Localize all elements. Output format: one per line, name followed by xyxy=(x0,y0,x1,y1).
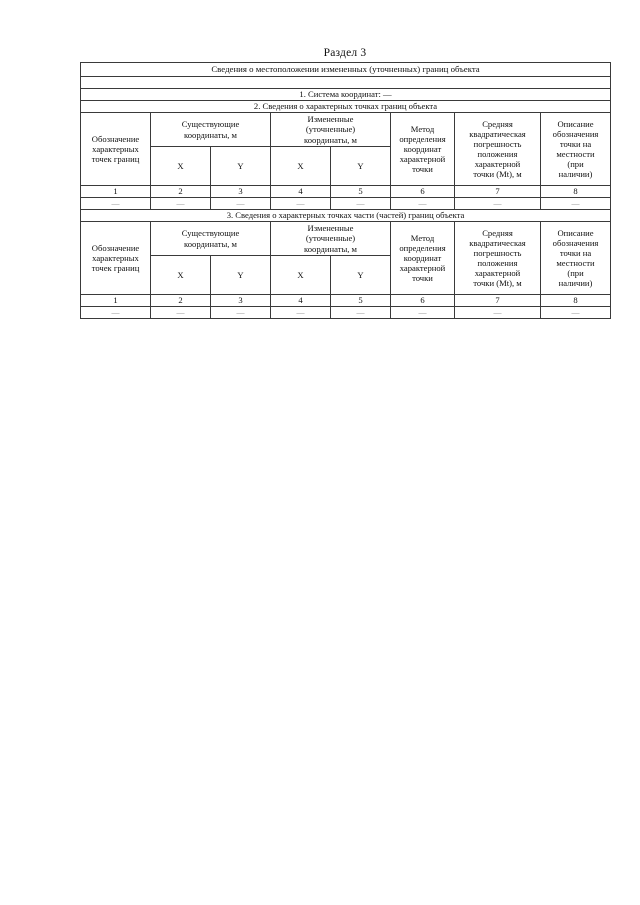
column-number: 4 xyxy=(271,186,331,198)
blank-row xyxy=(81,77,611,89)
coord-system-row: 1. Система координат: — xyxy=(81,89,611,101)
header-existing-coords: Существующие координаты, м xyxy=(151,222,271,256)
column-number: 5 xyxy=(331,295,391,307)
header-error: Средняя квадратическая погрешность положения характерной точки (Mt), м xyxy=(455,222,541,295)
header-x-existing: X xyxy=(151,256,211,295)
table-cell: — xyxy=(211,307,271,319)
section3-title: 3. Сведения о характерных точках части (частей) границ объекта xyxy=(81,210,611,222)
header-method: Метод определения координат характерной точки xyxy=(391,222,455,295)
header-existing-coords: Существующие координаты, м xyxy=(151,113,271,147)
column-number: 5 xyxy=(331,186,391,198)
column-number: 3 xyxy=(211,295,271,307)
table-cell: — xyxy=(541,307,611,319)
table-cell: — xyxy=(151,198,211,210)
table-cell: — xyxy=(81,307,151,319)
section-heading: Раздел 3 xyxy=(323,47,367,59)
table-cell: — xyxy=(271,198,331,210)
section2-title: 2. Сведения о характерных точках границ объекта xyxy=(81,101,611,113)
header-x-changed: X xyxy=(271,256,331,295)
column-number: 7 xyxy=(455,186,541,198)
table-cell: — xyxy=(391,198,455,210)
column-number: 7 xyxy=(455,295,541,307)
header-x-existing: X xyxy=(151,147,211,186)
column-number: 8 xyxy=(541,295,611,307)
table-cell: — xyxy=(455,198,541,210)
header-description: Описание обозначения точки на местности (при наличии) xyxy=(541,113,611,186)
table-cell: — xyxy=(331,307,391,319)
header-y-existing: Y xyxy=(211,147,271,186)
header-error: Средняя квадратическая погрешность положения характерной точки (Mt), м xyxy=(455,113,541,186)
column-number: 4 xyxy=(271,295,331,307)
column-number: 6 xyxy=(391,295,455,307)
header-changed-coords: Измененные (уточненные) координаты, м xyxy=(271,113,391,147)
table-title: Сведения о местоположении измененных (уточненных) границ объекта xyxy=(81,63,611,77)
table-cell: — xyxy=(211,198,271,210)
header-y-changed: Y xyxy=(331,147,391,186)
table-cell: — xyxy=(331,198,391,210)
table-cell: — xyxy=(391,307,455,319)
table-cell: — xyxy=(151,307,211,319)
header-designation: Обозначение характерных точек границ xyxy=(81,113,151,186)
table-cell: — xyxy=(271,307,331,319)
column-number: 2 xyxy=(151,186,211,198)
table-cell: — xyxy=(81,198,151,210)
boundary-table xyxy=(80,62,611,319)
header-designation: Обозначение характерных точек границ xyxy=(81,222,151,295)
column-number: 6 xyxy=(391,186,455,198)
header-description: Описание обозначения точки на местности (при наличии) xyxy=(541,222,611,295)
table-cell: — xyxy=(541,198,611,210)
header-y-existing: Y xyxy=(211,256,271,295)
table-cell: — xyxy=(455,307,541,319)
header-method: Метод определения координат характерной точки xyxy=(391,113,455,186)
column-number: 8 xyxy=(541,186,611,198)
column-number: 2 xyxy=(151,295,211,307)
header-x-changed: X xyxy=(271,147,331,186)
column-number: 1 xyxy=(81,186,151,198)
column-number: 1 xyxy=(81,295,151,307)
header-y-changed: Y xyxy=(331,256,391,295)
column-number: 3 xyxy=(211,186,271,198)
header-changed-coords: Измененные (уточненные) координаты, м xyxy=(271,222,391,256)
